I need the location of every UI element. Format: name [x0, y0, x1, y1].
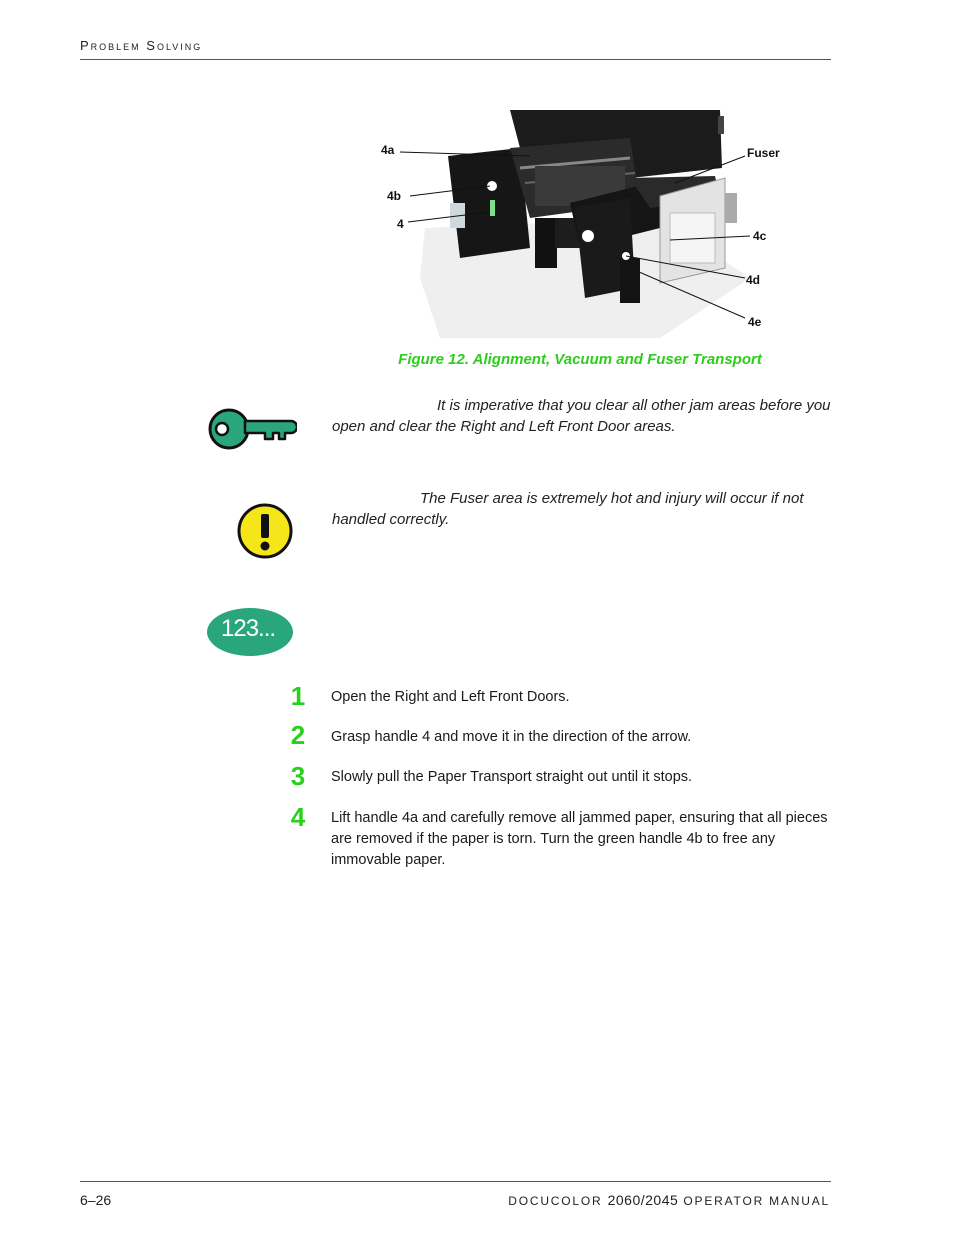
step-4-number: 4 [290, 802, 306, 832]
procedure-icon-label: 123... [221, 615, 276, 642]
manual-title-model: 2060/2045 [607, 1192, 679, 1208]
header-rule [80, 59, 831, 60]
key-note-text: It is imperative that you clear all other jam areas before you open and clear the Right and Left Front Door areas. [332, 397, 831, 435]
page-number: 6–26 [80, 1192, 112, 1208]
figure-label-4d: 4d [746, 273, 761, 287]
figure-alignment-vacuum-fuser [330, 108, 830, 348]
figure-label-4c: 4c [753, 229, 767, 243]
warning-icon [236, 502, 294, 565]
figure-label-4b: 4b [387, 189, 402, 203]
manual-title-suffix: OPERATOR MANUAL [678, 1194, 830, 1208]
step-1-number: 1 [290, 681, 306, 711]
step-3-text: Slowly pull the Paper Transport straight out until it stops. [331, 769, 693, 785]
manual-title [508, 1192, 830, 1208]
figure-label-4a: 4a [381, 143, 395, 157]
figure-label-fuser: Fuser [747, 146, 780, 160]
warning-note-text: The Fuser area is extremely hot and injury will occur if not handled correctly. [332, 490, 804, 528]
manual-title-prefix: DOCUCOLOR [508, 1194, 608, 1208]
figure-label-4e: 4e [748, 315, 762, 329]
step-2-number: 2 [290, 720, 306, 750]
step-4-text: Lift handle 4a and carefully remove all jammed paper, ensuring that all pieces are removed if the paper is torn. Turn the green handle 4b to free any immovable paper. [331, 810, 828, 868]
figure-label-4: 4 [397, 217, 404, 231]
footer-rule [80, 1181, 831, 1182]
step-3-number: 3 [290, 761, 306, 791]
step-2-text: Grasp handle 4 and move it in the direction of the arrow. [331, 729, 692, 745]
page-header-title: Problem Solving [80, 38, 203, 53]
procedure-steps-icon [207, 608, 293, 656]
machine-photo [330, 108, 830, 348]
figure-caption: Figure 12. Alignment, Vacuum and Fuser Transport [398, 351, 762, 368]
step-1-text: Open the Right and Left Front Doors. [331, 689, 570, 705]
key-icon [207, 405, 297, 458]
